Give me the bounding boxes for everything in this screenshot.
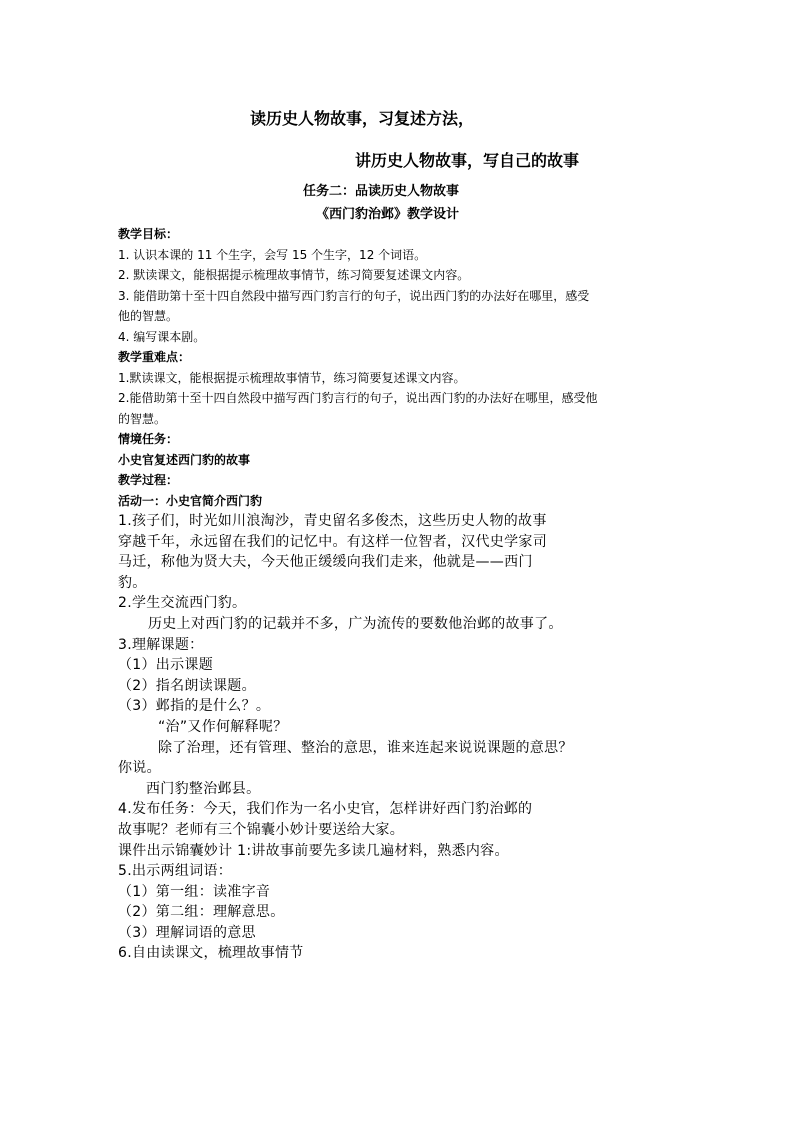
situation-text: 小史官复述西门豹的故事 — [118, 452, 251, 467]
paragraph-line: 穿越千年，永远留在我们的记忆中。有这样一位智者，汉代史学家司 — [118, 533, 547, 550]
paragraph-line: “治”又作何解释呢？ — [158, 718, 288, 735]
paragraph-line: 历史上对西门豹的记载并不多，广为流传的要数他治邺的故事了。 — [148, 615, 563, 632]
sub-item: （2）第二组：理解意思。 — [118, 904, 285, 921]
sub-item: （3）理解词语的意思 — [118, 924, 256, 941]
paragraph-line: 除了治理，还有管理、整治的意思，谁来连起来说说课题的意思？ — [158, 739, 573, 756]
paragraph-line: 1.孩子们，时光如川浪淘沙，青史留名多俊杰，这些历史人物的故事 — [118, 513, 547, 529]
goals-heading: 教学目标： — [118, 227, 179, 241]
key-point-item: 1.默读课文，能根据提示梳理故事情节，练习简要复述课文内容。 — [118, 370, 466, 385]
process-heading: 教学过程： — [118, 473, 179, 487]
title-line-1: 读历史人物故事，习复述方法， — [250, 109, 475, 128]
paragraph-line: 3.理解课题： — [118, 636, 204, 653]
paragraph-line: 6.自由读课文，梳理故事情节 — [118, 945, 304, 962]
task-heading: 任务二：品读历史人物故事 — [303, 184, 460, 199]
goal-item: 1. 认识本课的 11 个生字，会写 15 个生字，12 个词语。 — [118, 247, 427, 262]
paragraph-line: 豹。 — [118, 574, 147, 591]
sub-item: （1）出示课题 — [118, 657, 214, 674]
activity-heading: 活动一：小史官简介西门豹 — [118, 493, 263, 508]
paragraph-line: 5.出示两组词语： — [118, 863, 233, 880]
paragraph-line: 马迁，称他为贤大夫，今天他正缓缓向我们走来，他就是——西门 — [118, 554, 533, 571]
goal-item: 4. 编写课本剧。 — [118, 329, 206, 344]
paragraph-line: 课件出示锦囊妙计 1:讲故事前要先多读几遍材料，熟悉内容。 — [118, 842, 509, 859]
goal-item: 3. 能借助第十至十四自然段中描写西门豹言行的句子，说出西门豹的办法好在哪里，感受 — [118, 288, 590, 303]
key-point-item-continued: 的智慧。 — [118, 411, 167, 426]
goal-item: 2. 默读课文，能根据提示梳理故事情节，练习简要复述课文内容。 — [118, 268, 470, 282]
design-heading: 《西门豹治邺》教学设计 — [316, 207, 460, 222]
paragraph-line: 西门豹整治邺县。 — [146, 780, 261, 797]
sub-item: （2）指名朗读课题。 — [118, 677, 256, 694]
paragraph-line: 你说。 — [118, 760, 161, 777]
paragraph-line: 2.学生交流西门豹。 — [118, 595, 247, 612]
paragraph-line: 故事呢？老师有三个锦囊小妙计要送给大家。 — [118, 821, 404, 838]
key-points-heading: 教学重难点： — [118, 350, 191, 364]
sub-item: （1）第一组：读准字音 — [118, 883, 271, 900]
situation-heading: 情境任务： — [118, 432, 179, 446]
paragraph-line: 4.发布任务：今天，我们作为一名小史官，怎样讲好西门豹治邺的 — [118, 801, 533, 818]
document-body — [118, 224, 680, 964]
goal-item-continued: 他的智慧。 — [118, 309, 179, 323]
key-point-item: 2.能借助第十至十四自然段中描写西门豹言行的句子，说出西门豹的办法好在哪里，感受他 — [118, 391, 598, 405]
title-line-2: 讲历史人物故事，写自己的故事 — [355, 151, 580, 170]
sub-item: （3）邺指的是什么？。 — [118, 698, 271, 715]
